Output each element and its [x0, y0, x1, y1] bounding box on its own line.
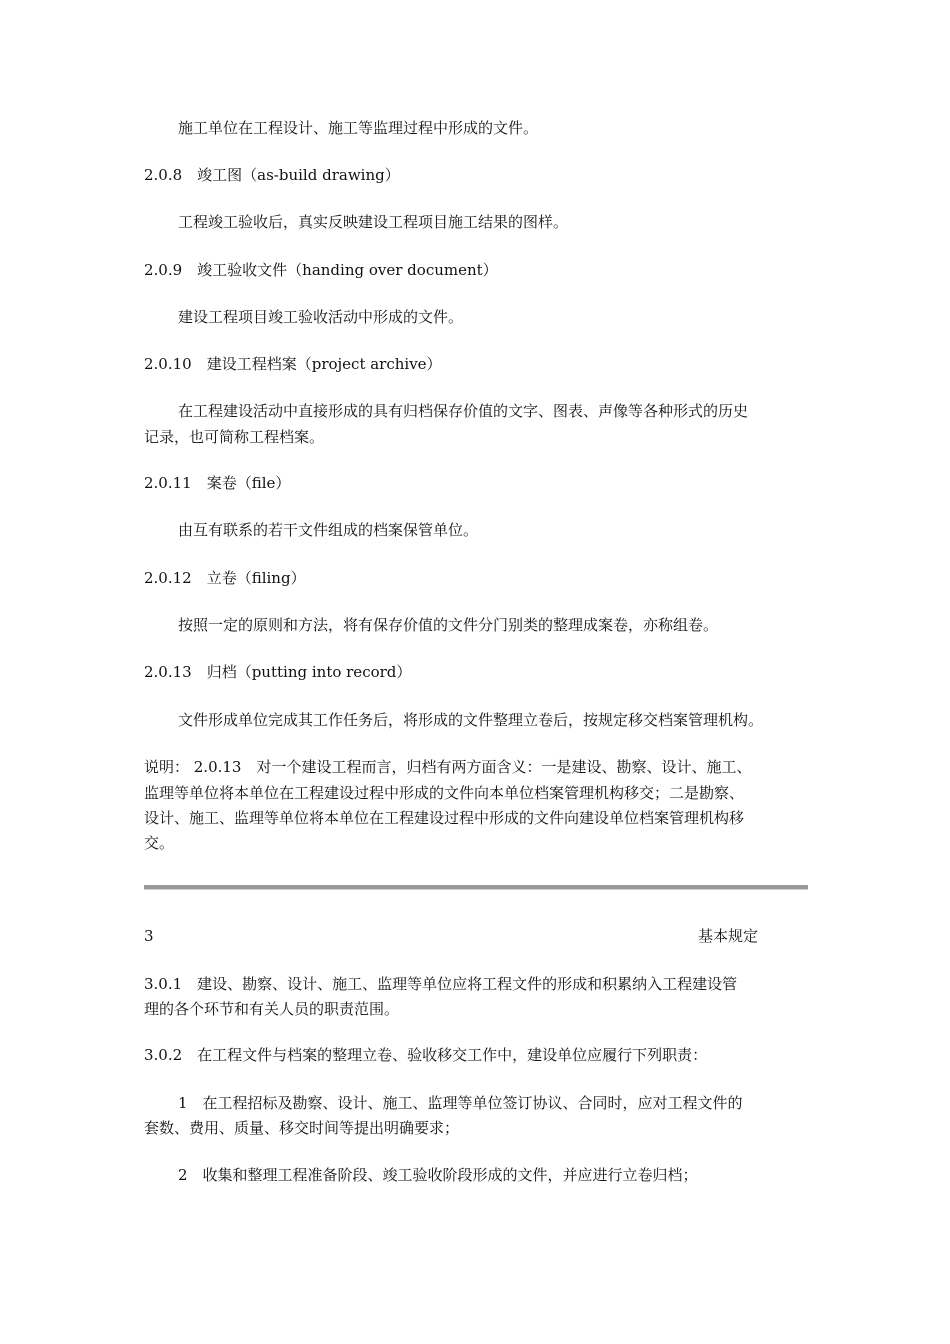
clause-3-0-1-line1: 3.0.1 建设、勘察、设计、施工、监理等单位应将工程文件的形成和积累纳入工程建设管: [144, 975, 738, 993]
clause-2-0-12-description: 按照一定的原则和方法，将有保存价值的文件分门别类的整理成案卷，亦称组卷。: [178, 616, 719, 634]
clause-3-0-1-line2: 理的各个环节和有关人员的职责范围。: [144, 1000, 400, 1018]
clause-2-0-9-heading: 2.0.9 竣工验收文件（handing over document）: [144, 261, 498, 279]
list-item-1-line1: 1 在工程招标及勘察、设计、施工、监理等单位签订协议、合同时，应对工程文件的: [178, 1094, 743, 1112]
chapter-title: 基本规定: [698, 927, 759, 945]
clause-2-0-11-heading: 2.0.11 案卷（file）: [144, 474, 291, 492]
clause-2-0-10-heading: 2.0.10 建设工程档案（project archive）: [144, 355, 442, 373]
clause-2-0-8-description: 工程竣工验收后，真实反映建设工程项目施工结果的图样。: [178, 213, 569, 231]
clause-2-0-11-description: 由互有联系的若干文件组成的档案保管单位。: [178, 521, 479, 539]
list-item-1-line2: 套数、费用、质量、移交时间等提出明确要求；: [144, 1119, 460, 1137]
note-line3: 设计、施工、监理等单位将本单位在工程建设过程中形成的文件向建设单位档案管理机构移: [144, 809, 745, 827]
clause-2-0-10-description-line2: 记录，也可简称工程档案。: [144, 428, 325, 446]
clause-2-0-9-description: 建设工程项目竣工验收活动中形成的文件。: [178, 308, 464, 326]
list-item-2: 2 收集和整理工程准备阶段、竣工验收阶段形成的文件，并应进行立卷归档；: [178, 1166, 698, 1184]
clause-3-0-2: 3.0.2 在工程文件与档案的整理立卷、验收移交工作中，建设单位应履行下列职责：: [144, 1046, 708, 1064]
clause-2-0-7-description: 施工单位在工程设计、施工等监理过程中形成的文件。: [178, 119, 539, 137]
chapter-number: 3: [144, 927, 154, 945]
horizontal-divider: [144, 885, 808, 890]
note-line2: 监理等单位将本单位在工程建设过程中形成的文件向本单位档案管理机构移交；二是勘察、: [144, 784, 745, 802]
note-line4: 交。: [144, 834, 175, 852]
clause-2-0-10-description-line1: 在工程建设活动中直接形成的具有归档保存价值的文字、图表、声像等各种形式的历史: [178, 402, 749, 420]
clause-2-0-13-heading: 2.0.13 归档（putting into record）: [144, 663, 412, 681]
clause-2-0-13-description: 文件形成单位完成其工作任务后，将形成的文件整理立卷后，按规定移交档案管理机构。: [178, 711, 764, 729]
clause-2-0-12-heading: 2.0.12 立卷（filing）: [144, 569, 306, 587]
clause-2-0-8-heading: 2.0.8 竣工图（as-build drawing）: [144, 166, 400, 184]
note-line1: 说明： 2.0.13 对一个建设工程而言，归档有两方面含义：一是建设、勘察、设计、施工、: [144, 758, 752, 776]
